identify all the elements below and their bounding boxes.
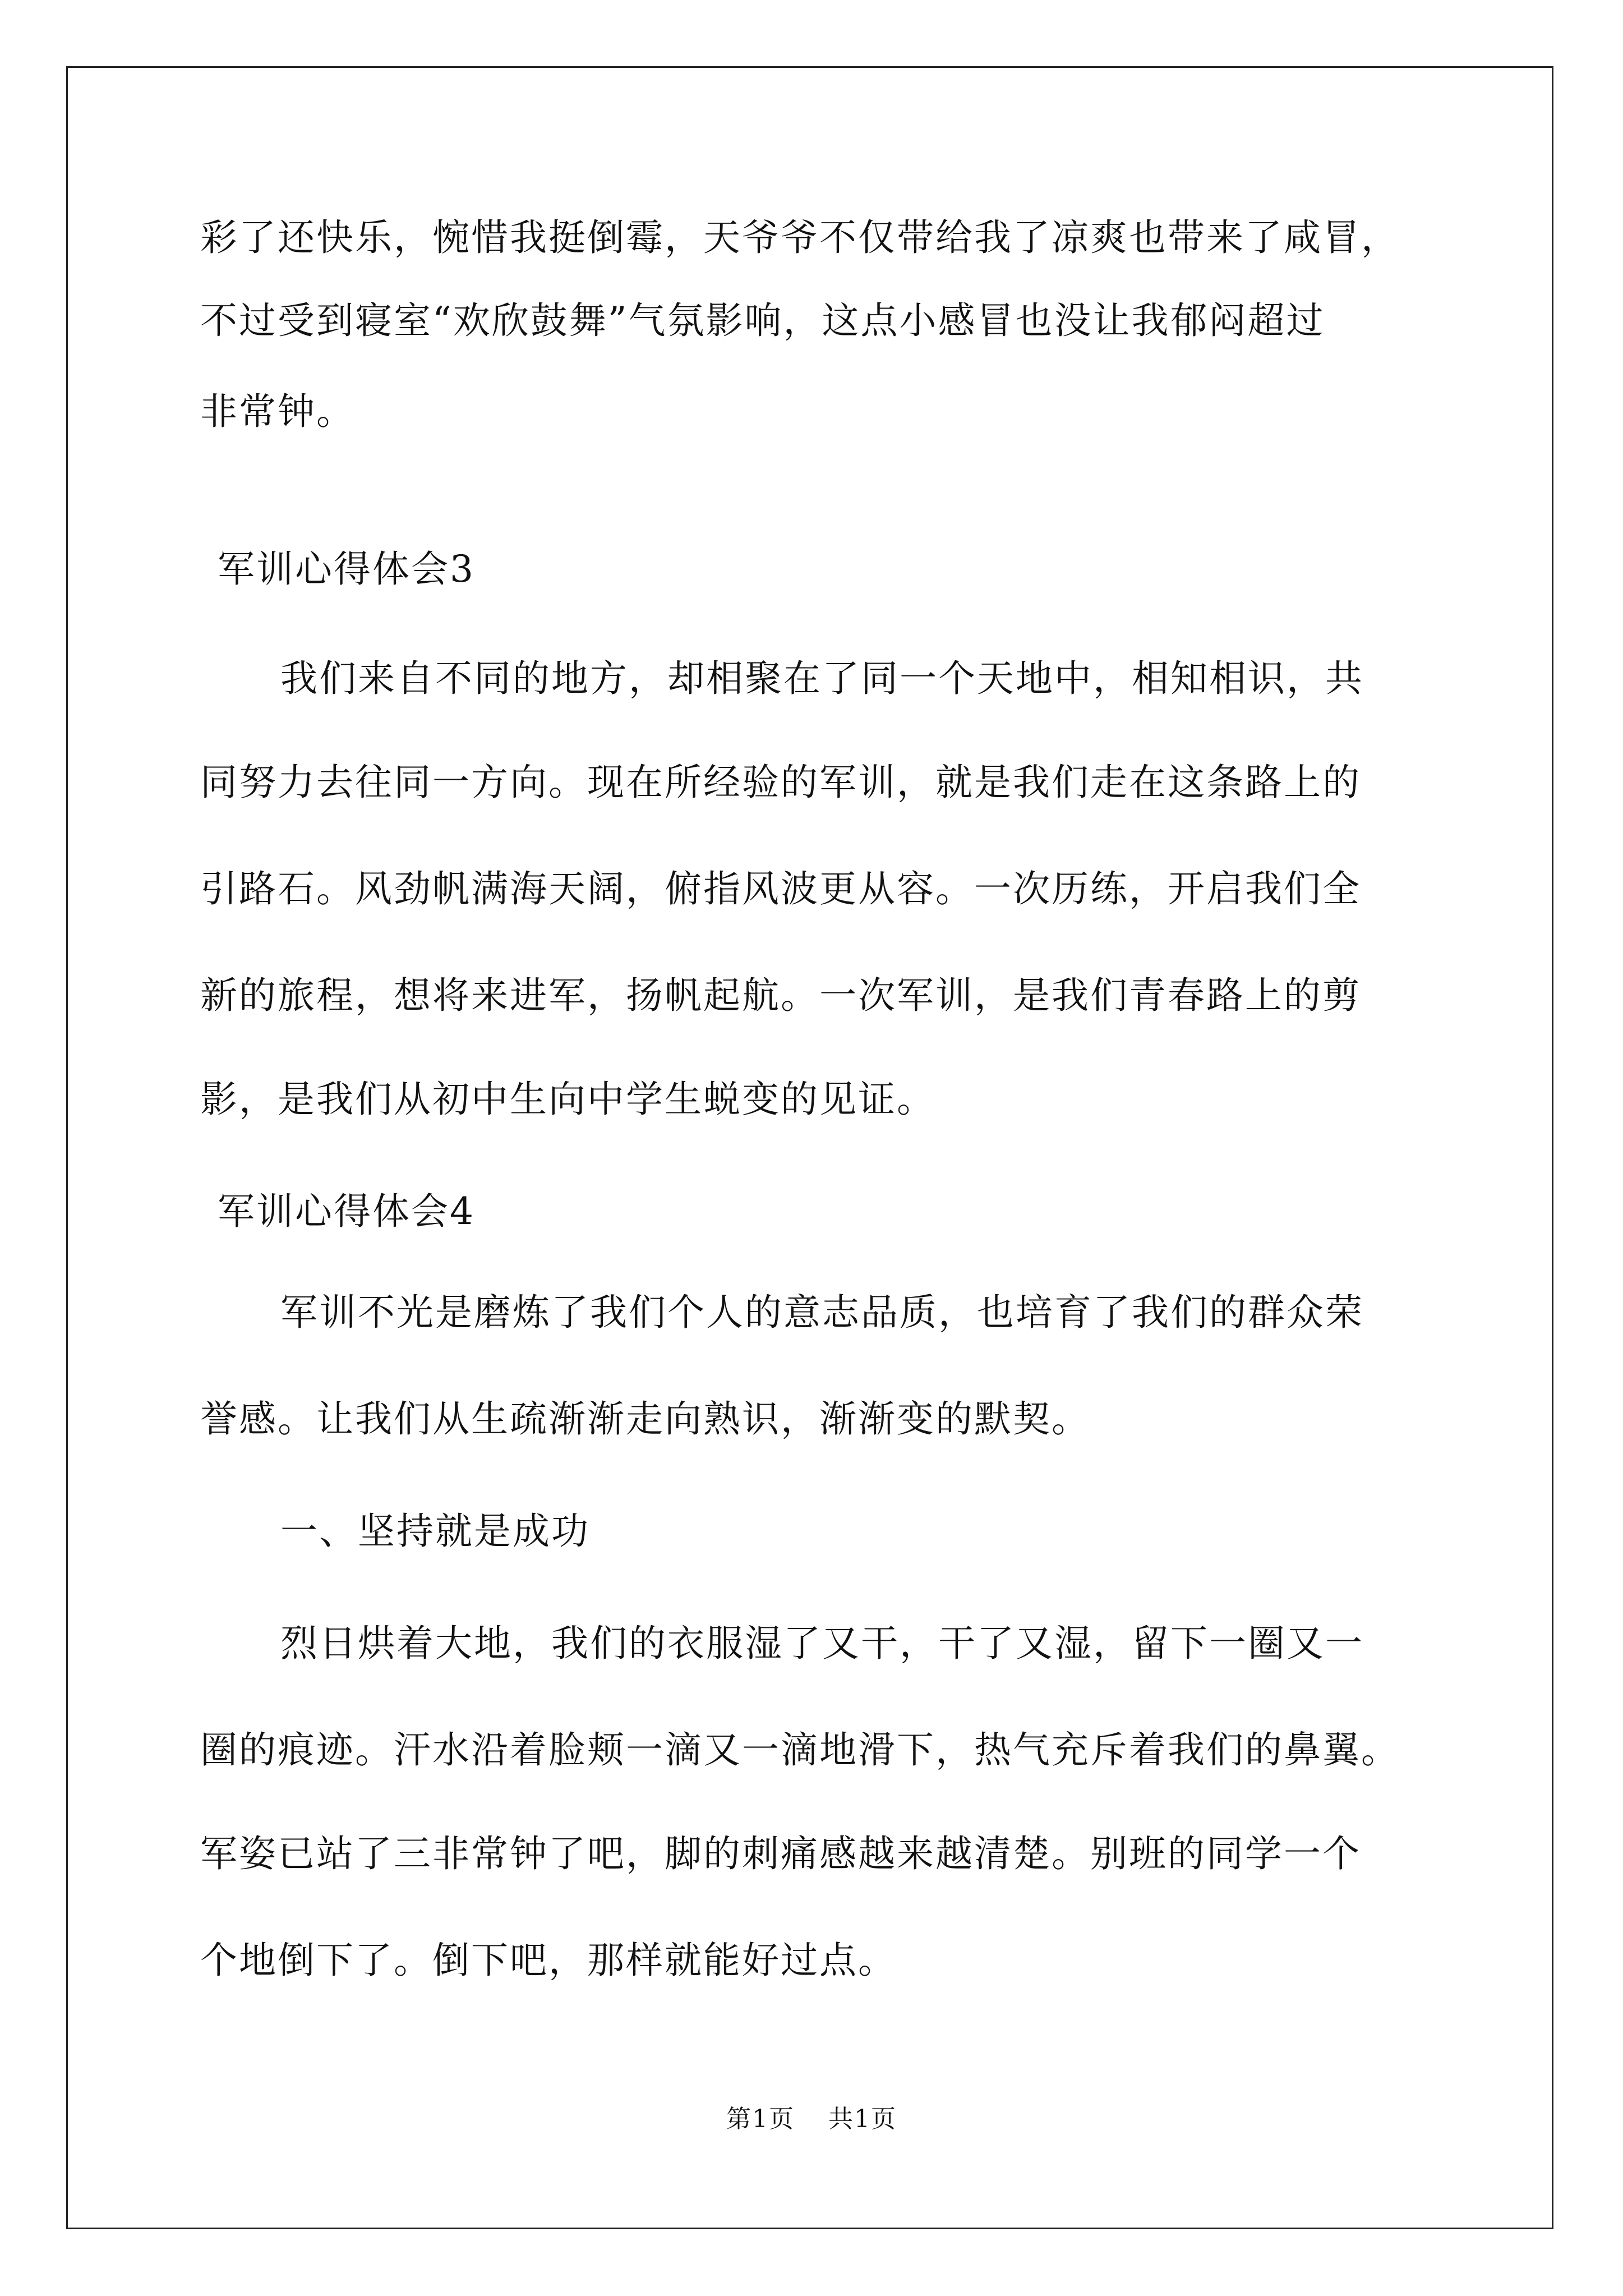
section-heading: 军训心得体会3 [218, 547, 475, 591]
page-footer [0, 2104, 1623, 2135]
section-heading: 军训心得体会4 [218, 1190, 475, 1233]
paragraph-line: 不过受到寝室“欢欣鼓舞”气氛影响，这点小感冒也没让我郁闷超过 [200, 299, 1325, 342]
paragraph-line: 军姿已站了三非常钟了吧，脚的刺痛感越来越清楚。别班的同学一个 [200, 1832, 1361, 1875]
page-number-current: 第1页 [726, 2105, 795, 2133]
paragraph-line: 誉感。让我们从生疏渐渐走向熟识，渐渐变的默契。 [200, 1397, 1090, 1441]
paragraph-line: 新的旅程，想将来进军，扬帆起航。一次军训，是我们青春路上的剪 [200, 974, 1361, 1017]
paragraph-line: 圈的痕迹。汗水沿着脸颊一滴又一滴地滑下，热气充斥着我们的鼻翼。 [200, 1728, 1400, 1772]
paragraph-line: 同努力去往同一方向。现在所经验的军训，就是我们走在这条路上的 [200, 761, 1361, 804]
subheading: 一、坚持就是成功 [280, 1510, 590, 1553]
paragraph-line: 非常钟。 [200, 390, 355, 433]
paragraph-line: 引路石。风劲帆满海天阔，俯指风波更从容。一次历练，开启我们全 [200, 867, 1361, 910]
paragraph-line: 彩了还快乐，惋惜我挺倒霉，天爷爷不仅带给我了凉爽也带来了咸冒， [200, 216, 1400, 259]
paragraph-line: 军训不光是磨炼了我们个人的意志品质，也培育了我们的群众荣 [280, 1291, 1364, 1334]
paragraph-line: 影，是我们从初中生向中学生蜕变的见证。 [200, 1078, 935, 1121]
page-number-total: 共1页 [828, 2105, 897, 2133]
paragraph-line: 个地倒下了。倒下吧，那样就能好过点。 [200, 1939, 897, 1982]
paragraph-line: 我们来自不同的地方，却相聚在了同一个天地中，相知相识，共 [280, 657, 1364, 700]
paragraph-line: 烈日烘着大地，我们的衣服湿了又干，干了又湿，留下一圈又一 [280, 1622, 1364, 1665]
